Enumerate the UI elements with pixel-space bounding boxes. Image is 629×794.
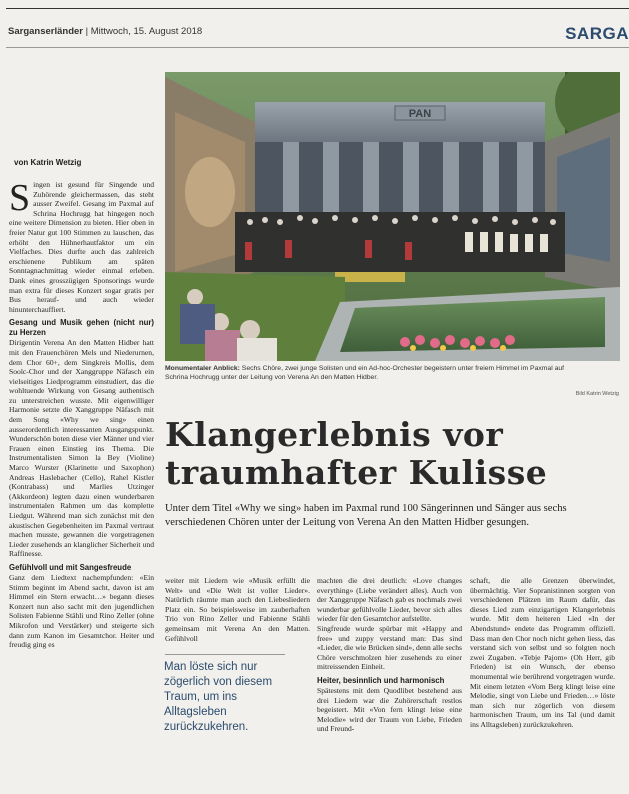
paragraph: weiter mit Liedern wie «Musik erfüllt die Welt» und «Die Welt ist voller Lieder». Natürlich räumte man auch den Liebesliedern Platz ein. So beispielsweise im zauberhaften Trio von Rino Zeller und Fabienne Stähli gemeinsam mit Verena An den Matten. Gefühlvoll (165, 576, 310, 643)
concert-photo (165, 72, 620, 361)
brand-logo: SARGA (565, 24, 629, 43)
newspaper-name: Sarganserländer (8, 26, 83, 37)
temple-inscription: PAN (408, 108, 432, 120)
paragraph: schaft, die alle Grenzen überwindet, übermächtig. Vier Sopranistinnen sorgten von verschiedenen Plätzen im Raum dafür, das dieses Lied zum einzigartigen Klangerlebnis wurde. Mit dem heiteren Lied «In der Abendstund» endete das Programm offiziell. Dass man den Chor noch nicht gehen liess, das verstand sich von selbst und so folgten noch zwei Zugaben. «Tebje Pajom» (Oh Herr, gib Frieden) ist ein Wunsch, der ebenso monumental wie berührend vorgetragen wurde. Mit einem letzten «Vom Berg klingt leise eine Melodie, singt von Liebe und Frieden…» löste man sich nur zögerlich von diesem harmonischen Traum, um ins Tal (und damit ins Alltagsleben) zurückzukehren. (470, 576, 615, 729)
caption-text: Sechs Chöre, zwei junge Solisten und ein Ad-hoc-Orchester begeistern unter freiem Himmel im Paxmal auf Schrina Hochrugg unter der Leitung von Verena An den Matten Hidber. (165, 365, 565, 381)
photo-caption (165, 364, 585, 382)
page-header: Sarganserländer | Mittwoch, 15. August 2018 (8, 26, 203, 37)
issue-date: Mittwoch, 15. August 2018 (90, 26, 203, 37)
subheading: Gesang und Musik gehen (nicht nur) zu Herzen (9, 318, 154, 338)
article-column-4 (470, 576, 615, 730)
paragraph: ingen ist gesund für Singende und Zuhörende gleichermassen, das steht ausser Zweifel. Gesang im Paxmal auf Schrina Hochrugg hat hingegen noch eine weitere Dimension zu bieten. Hier oben in freier Natur gut 100 Stimmen zu lauschen, das erhöht den Hühnerhautfaktor um ein Vielfaches. Dies durfte auch das zahlreich erschienene Publikum am späten Sonntagnachmittag wieder einmal erleben. Dank eines grosszügigen Sponsorings wurde man extra für dieses Konzert sogar gratis per Bus herauf- und auch wieder hinunterchauffiert. (9, 180, 154, 314)
pull-quote: Man löste sich nur zögerlich von diesem Traum, um ins Alltagsleben zurückzukehren. (164, 661, 273, 733)
header-rule (6, 47, 629, 48)
paragraph: Singfreude wurde spürbar mit «Happy and free» und zuppy verstand man: Das sind «Lieder, die wie Brücken sind», denn alle sechs Chöre verschmolzen hier zusehends zu einer mitreissenden Einheit. (317, 623, 462, 672)
article-lead: Unter dem Titel «Why we sing» haben im Paxmal rund 100 Sängerinnen und Sänger aus sechs verschiedenen Chören unter der Leitung von Verena An den Matten Hidber gesungen. (165, 503, 567, 528)
paragraph: Dirigentin Verena An den Matten Hidber hatt mit den Frauenchören Mels und Niederurnen, dem Chor 60+, dem Singkreis Mollis, dem Soolc-Chor und der Xanggruppe Näfasch ein vielseitiges Liedprogramm einstudiert, das die wohltuende Wirkung von Gesang authentisch zu unterstreichen wusste. Mit eigenwilliger Harmonie setzte die Xanggruppe Näfasch mit dem Song «Why we sing» einen ausserordentlich interessanten Ausgangspunkt. Wunderschön boten diese vier Männer und vier Frauen einen Einstieg ins Thema. Die Instrumentalisten Simon la Bey (Violine) Marco Wurster (Klarinette und Saxophon) Andreas Haslebacher (Cello), Rahel Kistler (Kontrabass) und Marlies Utzinger (Akkordeon) legten dazu einen wunderbaren instrumentalen Rahmen um das komplette Liedgut. Während man sich zunächst mit den akustischen Gegebenheiten im Paxmal vertraut machen musste, gewannen die vorgetragenen Lieder zusehends an klanglicher Sicherheit und Raffinesse. (9, 338, 154, 559)
author-byline: von Katrin Wetzig (14, 158, 82, 167)
top-rule (6, 8, 629, 9)
paragraph: machten die drei deutlich: «Love changes everything» (Liebe verändert alles). Auch von der Xanggruppe Näfasch gab es nochmals zwei wunderbar gefühlvolle Lieder, bevor sich alles wieder für den Gesamtchor aufstellte. (317, 576, 462, 624)
pull-quote-rule (165, 654, 285, 655)
article-column-1 (9, 177, 154, 650)
subheading: Gefühlvoll und mit Sangesfreude (9, 562, 132, 572)
paragraph: Ganz dem Liedtext nachempfunden: «Ein Stimm beginnt im Abend sacht, davon ist am Himmel ein Stern erwacht…» begann dieses Konzert nun also sacht mit den jugendlichen Solisten Fabienne Stähli und Rino Zeller (ohne Mikrofon und Verstärker) und steigerte sich dann zum Kanon im Gesamtchor. Heiter und freudig ging es (9, 572, 154, 650)
article-column-2 (165, 576, 310, 643)
paragraph: Spätestens mit dem Quodlibet bestehend aus drei Liedern war die Zuhörerschaft restlos begeistert. Mit «Von fern klingt leise eine Melodie» wird der Traum von Liebe, Frieden und Freund- (317, 685, 462, 734)
paxmal-photo-illustration (165, 72, 620, 361)
subheading: Heiter, besinnlich und harmonisch (317, 675, 445, 685)
article-headline: Klangerlebnis vor traumhafter Kulisse (165, 415, 548, 492)
photo-credit: Bild Katrin Wetzig (575, 391, 619, 397)
drop-cap: S (9, 177, 31, 219)
article-column-3 (317, 576, 462, 734)
caption-lead: Monumentaler Anblick: (165, 365, 240, 372)
